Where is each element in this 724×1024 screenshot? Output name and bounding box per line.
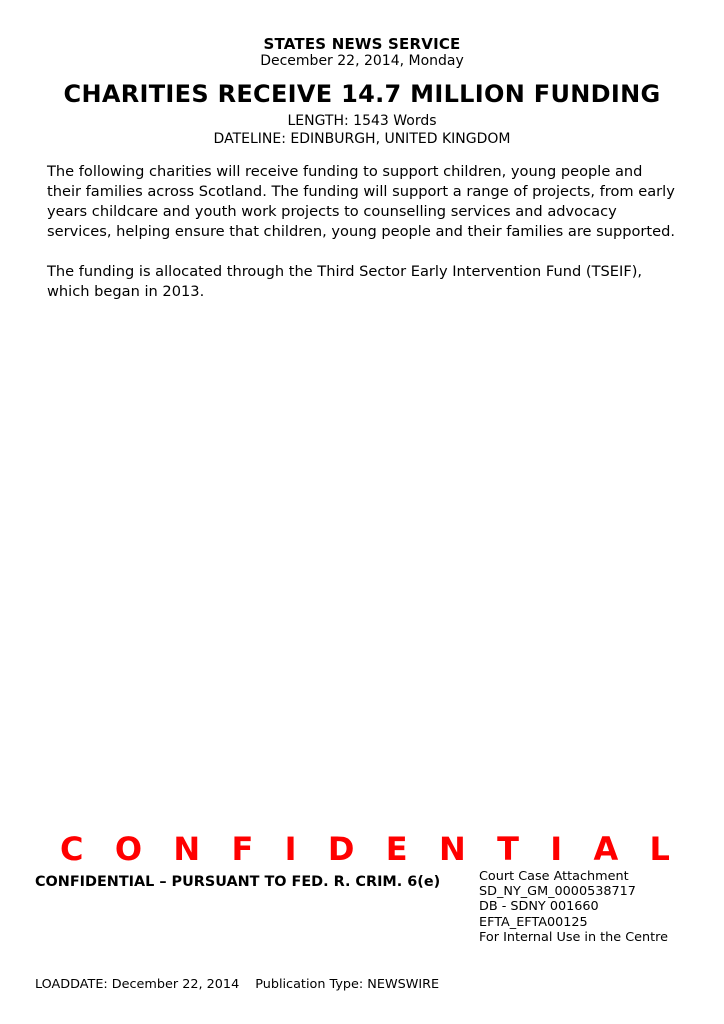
headline: CHARITIES RECEIVE 14.7 MILLION FUNDING	[63, 80, 661, 108]
publication-date: December 22, 2014, Monday	[260, 53, 464, 69]
article-header	[0, 35, 724, 148]
publisher-name: STATES NEWS SERVICE	[263, 35, 461, 53]
case-info-line: Court Case Attachment	[479, 869, 629, 884]
confidential-letter: N	[438, 830, 466, 868]
document-footer	[35, 977, 439, 993]
confidential-letter: D	[327, 830, 355, 868]
confidential-letter: T	[497, 830, 519, 868]
confidential-letter: C	[60, 830, 84, 868]
publication-type: Publication Type: NEWSWIRE	[255, 977, 440, 992]
confidential-letter: E	[385, 830, 408, 868]
word-length: LENGTH: 1543 Words	[287, 113, 437, 129]
court-case-info	[479, 869, 668, 945]
confidential-letter: A	[593, 830, 619, 868]
article-body	[47, 162, 679, 322]
case-info-line: For Internal Use in the Centre	[479, 929, 669, 945]
dateline: DATELINE: EDINBURGH, UNITED KINGDOM	[213, 131, 511, 147]
confidential-letter: I	[550, 830, 563, 868]
load-date: LOADDATE: December 22, 2014	[35, 977, 240, 992]
confidential-stamp	[60, 830, 670, 868]
confidential-letter: L	[649, 830, 670, 868]
body-paragraph: The following charities will receive funding to support children, young people and their families across Scotland. The funding will support a range of projects, from early years childcare and youth work projects to counselling services and advocacy services, helping ensure that children, young people and their families are supported.	[47, 163, 676, 240]
confidential-letter: O	[114, 830, 143, 868]
confidential-letter: N	[173, 830, 201, 868]
case-info-line: DB - SDNY 001660	[479, 899, 599, 915]
body-paragraph: The funding is allocated through the Third Sector Early Intervention Fund (TSEIF), which began in 2013.	[47, 263, 643, 300]
confidential-notice: CONFIDENTIAL – PURSUANT TO FED. R. CRIM. 6(e)	[35, 874, 441, 890]
confidential-letter: F	[231, 830, 254, 868]
case-info-line: SD_NY_GM_0000538717	[479, 884, 636, 900]
confidential-letter: I	[284, 830, 297, 868]
case-info-line: EFTA_EFTA00125	[479, 914, 588, 930]
